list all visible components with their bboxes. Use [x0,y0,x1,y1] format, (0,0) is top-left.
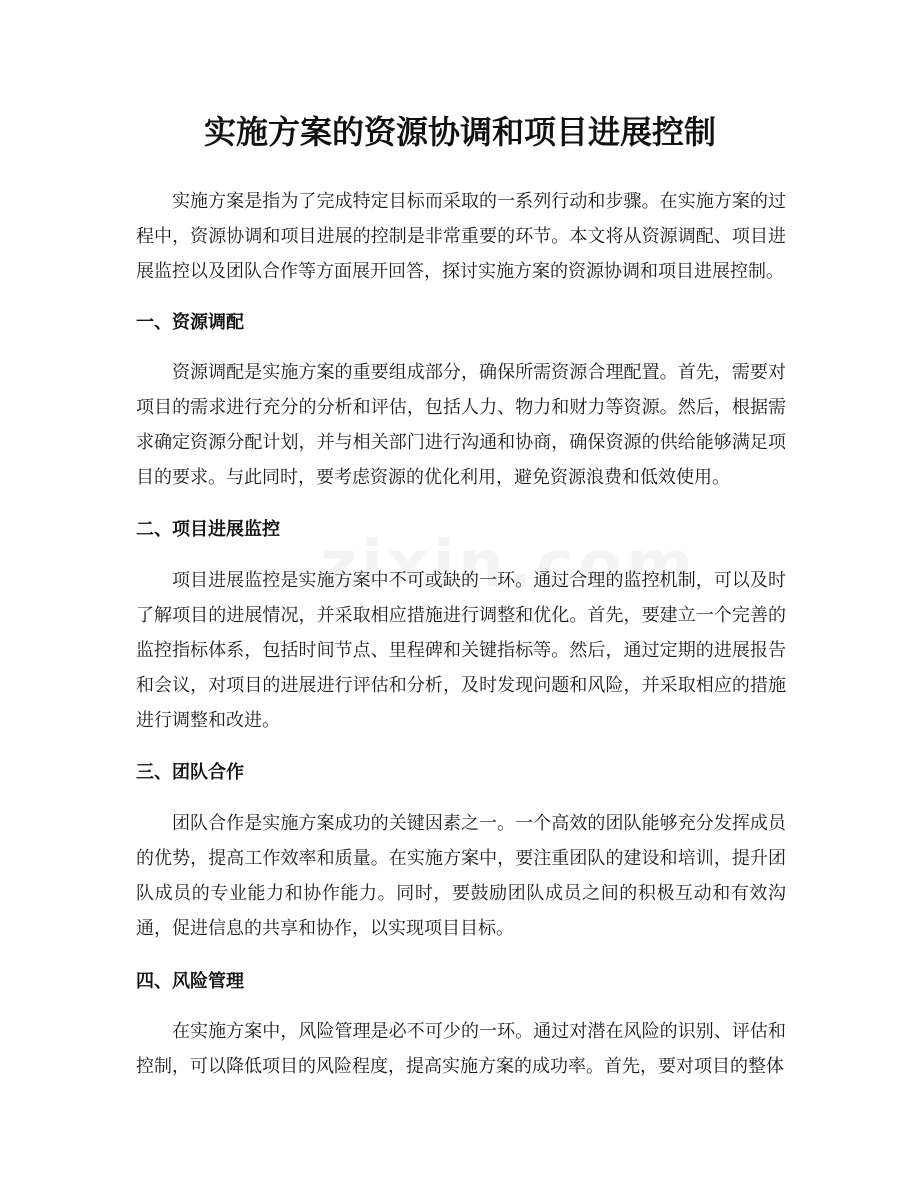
section-body-teamwork: 团队合作是实施方案成功的关键因素之一。一个高效的团队能够充分发挥成员的优势，提高工作效率和质量。在实施方案中，要注重团队的建设和培训，提升团队成员的专业能力和协作能力。同时，要鼓励团队成员之间的积极互动和有效沟通，促进信息的共享和协作，以实现项目目标。 [136,813,786,939]
section-heading-resource-allocation: 一、资源调配 [136,312,244,333]
document-title: 实施方案的资源协调和项目进展控制 [203,113,716,151]
section-heading-teamwork: 三、团队合作 [136,762,244,783]
section-body-progress-monitoring: 项目进展监控是实施方案中不可或缺的一环。通过合理的监控机制，可以及时了解项目的进展情况，并采取相应措施进行调整和优化。首先，要建立一个完善的监控指标体系，包括时间节点、里程碑和关键指标等。然后，通过定期的进展报告和会议，对项目的进展进行评估和分析，及时发现问题和风险，并采取相应的措施进行调整和改进。 [136,570,786,731]
section-heading-progress-monitoring: 二、项目进展监控 [136,519,280,540]
intro-paragraph: 实施方案是指为了完成特定目标而采取的一系列行动和步骤。在实施方案的过程中，资源协调和项目进展的控制是非常重要的环节。本文将从资源调配、项目进展监控以及团队合作等方面展开回答，探讨实施方案的资源协调和项目进展控制。 [136,191,786,282]
section-body-resource-allocation: 资源调配是实施方案的重要组成部分，确保所需资源合理配置。首先，需要对项目的需求进行充分的分析和评估，包括人力、物力和财力等资源。然后，根据需求确定资源分配计划，并与相关部门进行沟通和协商，确保资源的供给能够满足项目的要求。与此同时，要考虑资源的优化利用，避免资源浪费和低效使用。 [136,362,786,488]
section-body-risk-management: 在实施方案中，风险管理是必不可少的一环。通过对潜在风险的识别、评估和控制，可以降低项目的风险程度，提高实施方案的成功率。首先，要对项目的整体 [136,1021,786,1077]
section-heading-risk-management: 四、风险管理 [136,971,244,992]
